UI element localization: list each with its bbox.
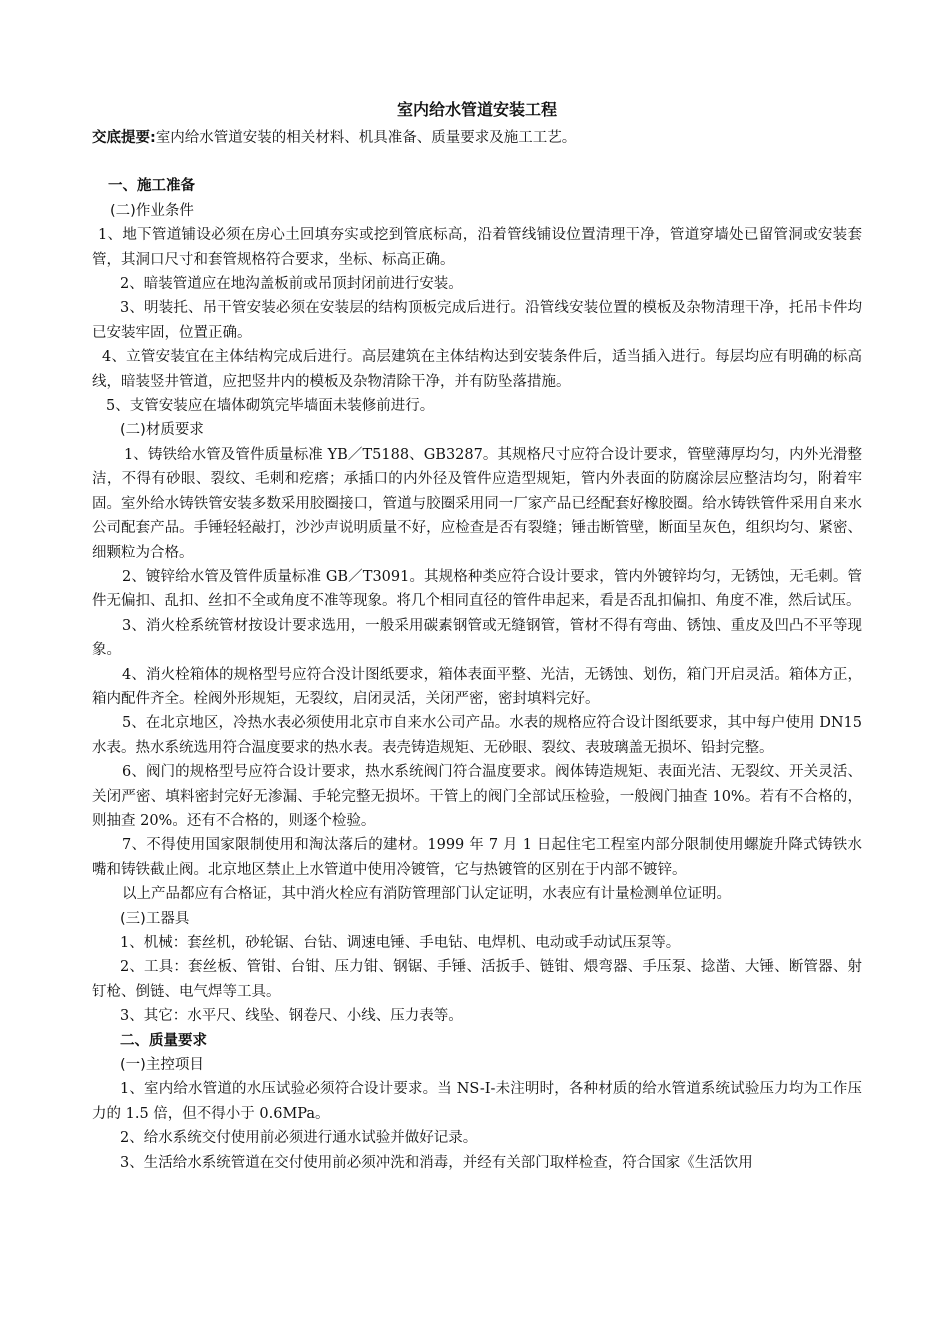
body-paragraph: 1、铸铁给水管及管件质量标准 YB／T5188、GB3287。其规格尺寸应符合设计要求，管壁薄厚均匀，内外光滑整洁，不得有砂眼、裂纹、毛刺和疙瘩；承插口的内外径及管件应造型规矩，管内外表面的防腐涂层应整洁均匀，附着牢固。室外给水铸铁管安装多数采用胶圈接口，管道与胶圈采用同一厂家产品已经配套好橡胶圈。给水铸铁管件采用自来水公司配套产品。手锤轻轻敲打，沙沙声说明质量不好，应检查是否有裂缝；锤击断管壁，断面呈灰色，组织均匀、紧密、细颗粒为合格。 [92, 446, 862, 561]
body-paragraph: 3、明装托、吊干管安装必须在安装层的结构顶板完成后进行。沿管线安装位置的模板及杂物清理干净，托吊卡件均已安装牢固，位置正确。 [92, 300, 862, 341]
body-paragraph: 4、消火栓箱体的规格型号应符合没计图纸要求，箱体表面平整、光洁，无锈蚀、划伤，箱门开启灵活。箱体方正，箱内配件齐全。栓阀外形规矩，无裂纹，启闭灵活，关闭严密，密封填料完好。 [92, 666, 862, 707]
document-page [92, 98, 862, 1175]
body-paragraph: 1、室内给水管道的水压试验必须符合设计要求。当 NS-I-未注明时，各种材质的给水管道系统试验压力均为工作压力的 1.5 倍，但不得小于 0.6MPa。 [92, 1081, 862, 1122]
body-paragraph: 3、消火栓系统管材按设计要求选用，一般采用碳素钢管或无缝钢管，管材不得有弯曲、锈蚀、重皮及凹凸不平等现象。 [92, 617, 862, 659]
document-title: 室内给水管道安装工程 [396, 100, 557, 119]
body-paragraph: 2、工具：套丝板、管钳、台钳、压力钳、钢锯、手锤、活扳手、链钳、煨弯器、手压泵、捻凿、大锤、断管器、射钉枪、倒链、电气焊等工具。 [92, 959, 862, 1000]
subsection-heading: (二)作业条件 [110, 202, 194, 219]
section-heading: 一、施工准备 [108, 178, 195, 195]
body-paragraph: 1、地下管道铺设必须在房心土回填夯实或挖到管底标高，沿着管线铺设位置清理干净，管道穿墙处已留管洞或安装套管，其洞口尺寸和套管规格符合要求，坐标、标高正确。 [92, 227, 862, 268]
section-heading: 二、质量要求 [120, 1032, 207, 1049]
summary-line [92, 126, 862, 150]
body-paragraph: 5、支管安装应在墙体砌筑完毕墙面未装修前进行。 [106, 398, 435, 415]
subsection-heading: (三)工器具 [120, 910, 190, 927]
subsection-heading: (一)主控项目 [120, 1057, 204, 1074]
body-paragraph: 5、在北京地区，冷热水表必须使用北京市自来水公司产品。水表的规格应符合设计图纸要求，其中每户使用 DN15 水表。热水系统选用符合温度要求的热水表。表壳铸造规矩、无砂眼、裂纹、表玻璃盖无损坏、铅封完整。 [92, 715, 862, 756]
body-paragraph: 3、生活给水系统管道在交付使用前必须冲洗和消毒，并经有关部门取样检查，符合国家《生活饮用 [120, 1154, 753, 1171]
body-paragraph: 1、机械：套丝机，砂轮锯、台钻、调速电锤、手电钻、电焊机、电动或手动试压泵等。 [120, 935, 681, 951]
body-paragraph: 3、其它：水平尺、线坠、钢卷尺、小线、压力表等。 [120, 1008, 463, 1025]
summary-label: 交底提要: [92, 130, 156, 146]
summary-text: 室内给水管道安装的相关材料、机具准备、质量要求及施工工艺。 [155, 130, 577, 146]
body-paragraph: 2、暗装管道应在地沟盖板前或吊顶封闭前进行安装。 [120, 276, 463, 293]
body-paragraph: 6、阀门的规格型号应符合设计要求，热水系统阀门符合温度要求。阀体铸造规矩、表面光洁、无裂纹、开关灵活、关闭严密、填料密封完好无渗漏、手轮完整无损坏。干管上的阀门全部试压检验，一般阀门抽查 10%。若有不合格的，则抽查 20%。还有不合格的，则逐个检验。 [92, 764, 862, 829]
subsection-heading: (二)材质要求 [120, 422, 204, 439]
body-paragraph: 2、镀锌给水管及管件质量标准 GB／T3091。其规格种类应符合设计要求，管内外镀锌均匀，无锈蚀，无毛刺。管件无偏扣、乱扣、丝扣不全或角度不准等现象。将几个相同直径的管件串起来，看是否乱扣偏扣、角度不准，然后试压。 [92, 568, 862, 610]
document-body [92, 174, 862, 1175]
body-paragraph: 2、给水系统交付使用前必须进行通水试验并做好记录。 [120, 1130, 478, 1147]
body-paragraph: 4、立管安装宜在主体结构完成后进行。高层建筑在主体结构达到安装条件后，适当插入进行。每层均应有明确的标高线，暗装竖井管道，应把竖井内的模板及杂物清除干净，并有防坠落措施。 [92, 349, 862, 390]
blank-line [92, 150, 862, 174]
body-paragraph: 7、不得使用国家限制使用和淘汰落后的建材。1999 年 7 月 1 日起住宅工程室内部分限制使用螺旋升降式铸铁水嘴和铸铁截止阀。北京地区禁止上水管道中使用冷镀管，它与热镀管的区别在于内部不镀锌。 [92, 837, 862, 878]
body-paragraph: 以上产品都应有合格证，其中消火栓应有消防管理部门认定证明，水表应有计量检测单位证明。 [122, 886, 731, 903]
